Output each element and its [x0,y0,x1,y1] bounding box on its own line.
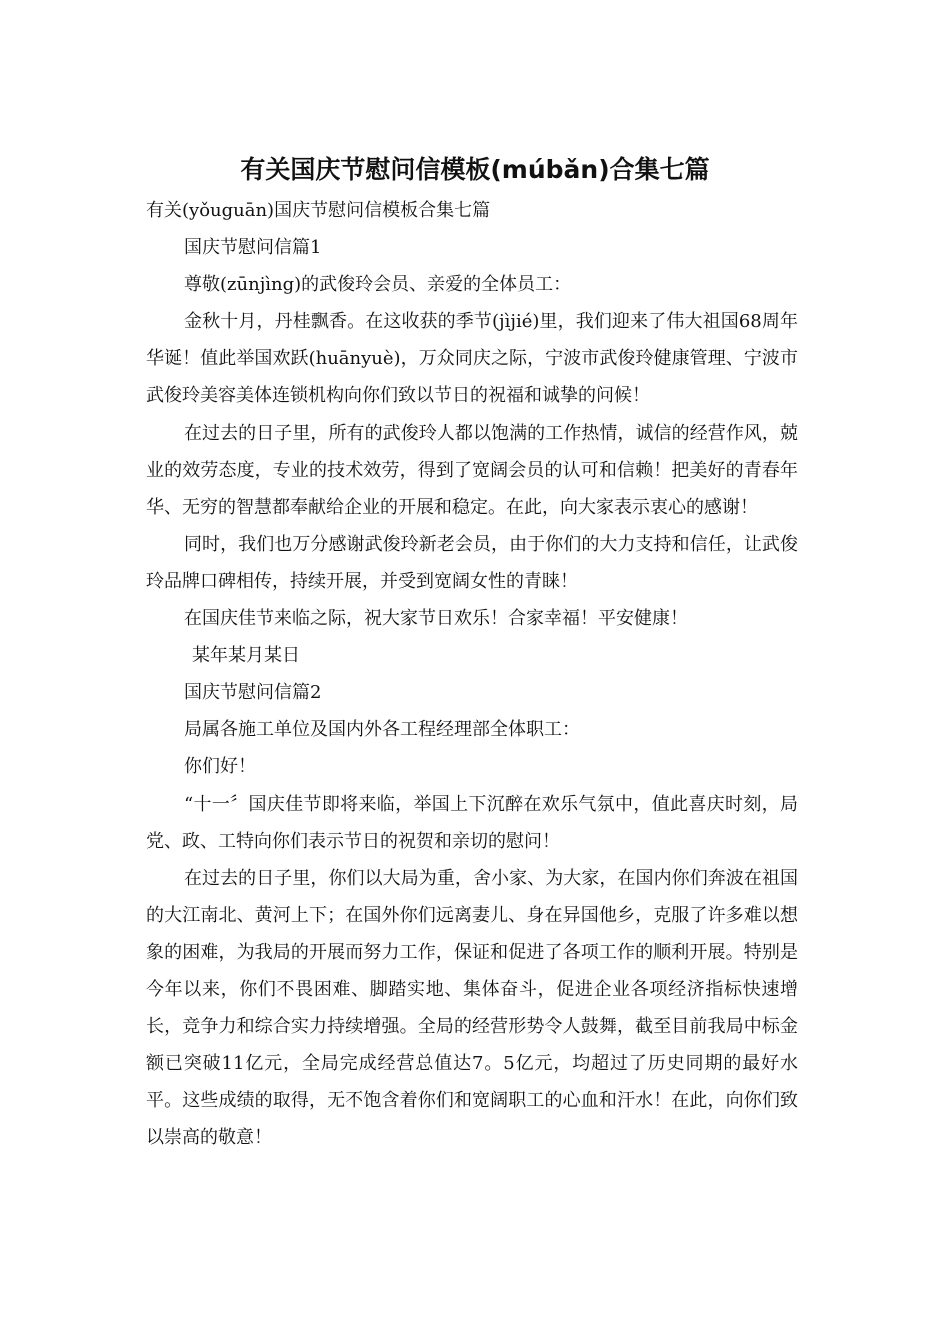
subtitle-line: 有关(yǒuguān)国庆节慰问信模板合集七篇 [146,200,491,221]
paragraph: 在过去的日子里，你们以大局为重，舍小家、为大家，在国内你们奔波在祖国的大江南北、黄河上下；在国外你们远离妻儿、身在异国他乡，克服了许多难以想象的困难，为我局的开展而努力工作，保证和促进了各项工作的顺利开展。特别是今年以来，你们不畏困难、脚踏实地、集体奋斗，促进企业各项经济指标快速增长，竞争力和综合实力持续增强。全局的经营形势令人鼓舞，截至目前我局中标金额已突破11亿元，全局完成经营总值达7。5亿元，均超过了历史同期的最好水平。这些成绩的取得，无不饱含着你们和宽阔职工的心血和汗水！在此，向你们致以崇高的敬意！ [146,867,798,1149]
paragraph: 在国庆佳节来临之际，祝大家节日欢乐！合家幸福！平安健康！ [184,608,688,630]
section-heading-1: 国庆节慰问信篇1 [184,237,322,259]
paragraph: 同时，我们也万分感谢武俊玲新老会员，由于你们的大力支持和信任，让武俊玲品牌口碑相传，持续开展，并受到宽阔女性的青睐！ [146,533,798,592]
section-heading-2: 国庆节慰问信篇2 [184,682,322,704]
paragraph: 金秋十月，丹桂飘香。在这收获的季节(jìjié)里，我们迎来了伟大祖国68周年华诞！值此举国欢跃(huānyuè)，万众同庆之际，宁波市武俊玲健康管理、宁波市武俊玲美容美体连锁机构向你们致以节日的祝福和诚挚的问候！ [146,311,798,407]
document-body [146,192,798,1156]
date-line: 某年某月某日 [192,645,300,667]
paragraph: 在过去的日子里，所有的武俊玲人都以饱满的工作热情，诚信的经营作风，兢业的效劳态度，专业的技术效劳，得到了宽阔会员的认可和信赖！把美好的青春年华、无穷的智慧都奉献给企业的开展和稳定。在此，向大家表示衷心的感谢！ [146,422,798,518]
document-title: 有关国庆节慰问信模板(múbǎn)合集七篇 [240,155,710,184]
paragraph: “十一〞国庆佳节即将来临，举国上下沉醉在欢乐气氛中，值此喜庆时刻，局党、政、工特向你们表示节日的祝贺和亲切的慰问！ [146,793,798,852]
salutation-2: 局属各施工单位及国内外各工程经理部全体职工： [184,719,580,741]
greeting: 你们好！ [184,756,256,778]
salutation-1: 尊敬(zūnjìng)的武俊玲会员、亲爱的全体员工： [184,274,572,296]
